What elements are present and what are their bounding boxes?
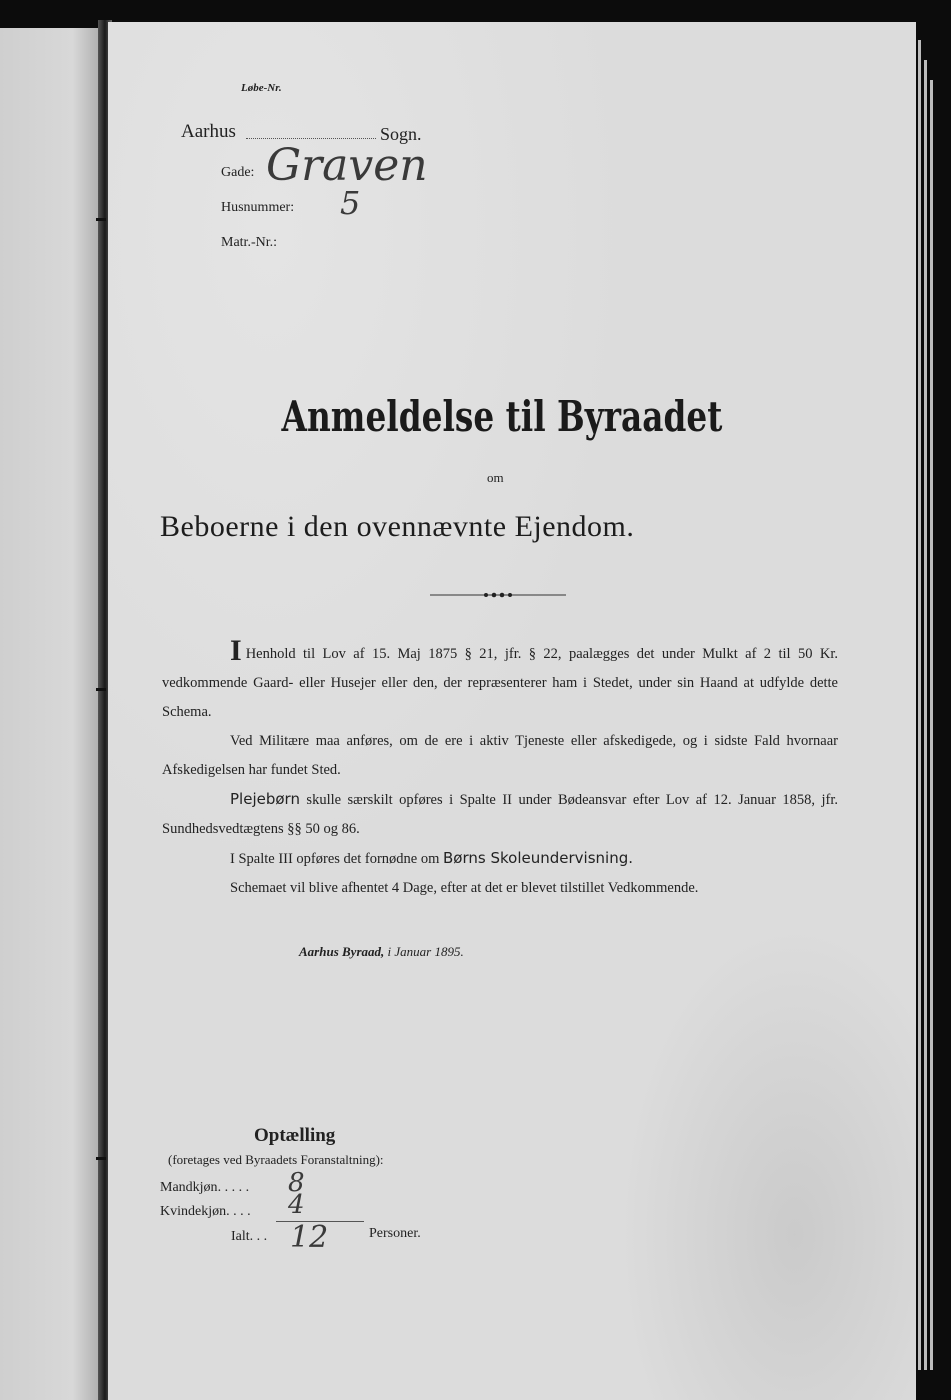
total-label-text: Ialt bbox=[231, 1229, 250, 1244]
document-subtitle: Beboerne i den ovennævnte Ejendom. bbox=[160, 510, 635, 543]
gade-label: Gade: bbox=[221, 165, 255, 180]
binding-mark bbox=[96, 218, 106, 221]
city-label: Aarhus bbox=[181, 121, 236, 142]
issuer-signature bbox=[299, 944, 464, 960]
instructions-body bbox=[162, 634, 838, 903]
count-subheading: (foretages ved Byraadets Foranstaltning): bbox=[168, 1152, 384, 1167]
female-label bbox=[160, 1204, 251, 1220]
husnummer-value: 5 bbox=[340, 184, 361, 222]
instruction-paragraph bbox=[162, 634, 838, 727]
instruction-text: Ved Militære maa anføres, om de ere i aktiv Tjeneste eller afskedigede, og i sidste Fald hvornaar Afskedigelsen har fundet Sted. bbox=[162, 733, 838, 778]
binding-mark bbox=[96, 688, 106, 691]
count-heading: Optælling bbox=[254, 1125, 336, 1146]
instruction-paragraph bbox=[162, 874, 838, 903]
gade-value: Graven bbox=[266, 140, 428, 191]
male-label bbox=[160, 1180, 249, 1196]
lobe-nr-label: Løbe-Nr. bbox=[241, 82, 282, 94]
instruction-text: I Spalte III opføres det fornødne om bbox=[230, 851, 444, 867]
husnummer-label: Husnummer: bbox=[221, 200, 295, 215]
personer-label: Personer. bbox=[369, 1226, 421, 1241]
page-edge bbox=[930, 80, 933, 1370]
issuer-name: Aarhus Byraad, bbox=[299, 944, 385, 959]
instruction-text: skulle særskilt opføres i Spalte II under Bødeansvar efter Lov af 12. Januar 1858, jfr. Sundhedsvedtægtens §§ 50 og 86. bbox=[162, 792, 838, 837]
page-edge bbox=[924, 60, 927, 1370]
instruction-text: Henhold til Lov af 15. Maj 1875 § 21, jfr. § 22, paalægges det under Mulkt af 2 til 50 Kr. vedkommende Gaard- eller Husejer eller den, der repræsenterer ham i Stedet, under sin Haand at udfylde dette Schema. bbox=[162, 646, 838, 720]
emphasis-text: Børns Skoleundervisning. bbox=[443, 849, 633, 867]
document-title: Anmeldelse til Byraadet bbox=[281, 392, 723, 441]
total-count: 12 bbox=[290, 1220, 329, 1255]
instruction-paragraph bbox=[162, 844, 838, 874]
emphasis-text: Plejebørn bbox=[230, 790, 300, 808]
left-page bbox=[0, 28, 104, 1400]
leader-dots: . . . bbox=[249, 1229, 268, 1244]
male-count: 8 bbox=[288, 1168, 305, 1198]
sogn-label: Sogn. bbox=[380, 124, 422, 144]
leader-dots: . . . . . bbox=[217, 1180, 250, 1195]
ornamental-divider bbox=[430, 590, 566, 600]
title-connector: om bbox=[487, 470, 504, 485]
female-count: 4 bbox=[288, 1190, 305, 1220]
instruction-paragraph bbox=[162, 727, 838, 785]
leader-dots: . . . . bbox=[226, 1204, 251, 1219]
drop-cap: I bbox=[230, 634, 242, 667]
issue-date: i Januar 1895. bbox=[387, 944, 464, 959]
female-label-text: Kvindekjøn bbox=[160, 1204, 227, 1219]
sogn-line bbox=[246, 138, 376, 139]
page-edge bbox=[918, 40, 921, 1370]
binding-mark bbox=[96, 1157, 106, 1160]
instruction-paragraph bbox=[162, 785, 838, 844]
matr-label: Matr.-Nr.: bbox=[221, 235, 277, 250]
instruction-text: Schemaet vil blive afhentet 4 Dage, efter at det er blevet tilstillet Vedkommende. bbox=[230, 880, 699, 896]
total-label bbox=[231, 1229, 267, 1245]
male-label-text: Mandkjøn bbox=[160, 1180, 218, 1195]
